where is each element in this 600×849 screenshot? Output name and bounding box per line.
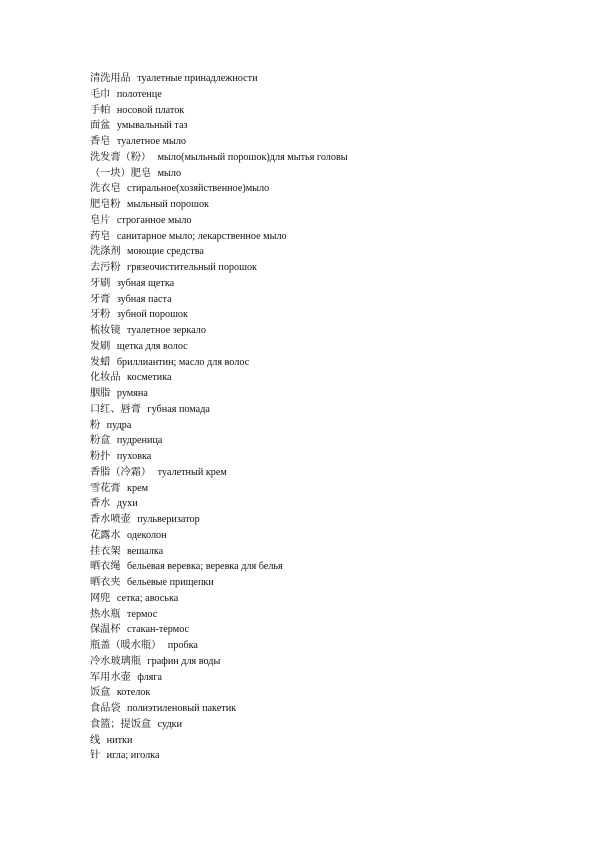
russian-translation: строганное мыло — [116, 214, 192, 226]
chinese-term: 军用水壶 — [90, 671, 131, 683]
vocabulary-entry — [90, 197, 580, 213]
vocabulary-entry — [90, 229, 580, 245]
vocabulary-entry — [90, 292, 580, 308]
vocabulary-entry — [90, 607, 580, 623]
chinese-term: 晒衣绳 — [90, 561, 121, 573]
chinese-term: 晒衣夹 — [90, 577, 121, 588]
vocabulary-entry — [90, 512, 580, 528]
russian-translation: крем — [127, 482, 149, 494]
chinese-term: 粉盒 — [90, 435, 111, 447]
chinese-term: 挂衣架 — [90, 545, 121, 557]
vocabulary-entry — [90, 260, 580, 276]
russian-translation: судки — [157, 718, 183, 730]
russian-translation: пульверизатор — [137, 514, 200, 525]
russian-translation: зубная паста — [116, 293, 172, 305]
chinese-term: 网兜 — [90, 592, 111, 604]
vocabulary-entry — [90, 465, 580, 481]
vocabulary-entry — [90, 181, 580, 197]
chinese-term: 热水瓶 — [90, 608, 121, 620]
russian-translation: бриллиантин; масло для волос — [116, 356, 250, 368]
russian-translation: бельевая веревка; веревка для белья — [127, 561, 283, 573]
vocabulary-list — [90, 71, 580, 764]
russian-translation: зубная щетка — [116, 277, 175, 289]
chinese-term: 药皂 — [90, 230, 111, 242]
russian-translation: вешалка — [127, 545, 164, 557]
vocabulary-entry — [90, 591, 580, 607]
chinese-term: 胭脂 — [90, 388, 111, 399]
russian-translation: носовой платок — [116, 104, 185, 116]
russian-translation: моющие средства — [127, 246, 204, 258]
vocabulary-entry — [90, 670, 580, 686]
chinese-term: 发蜡 — [90, 356, 111, 368]
chinese-term: 雪花膏 — [90, 482, 121, 494]
russian-translation: туалетное мыло — [116, 136, 187, 147]
chinese-term: 清洗用品 — [90, 73, 131, 84]
vocabulary-entry — [90, 386, 580, 402]
chinese-term: 牙刷 — [90, 277, 111, 289]
vocabulary-entry — [90, 733, 580, 749]
chinese-term: 毛巾 — [90, 88, 111, 100]
vocabulary-entry — [90, 307, 580, 323]
chinese-term: 香脂（冷霜） — [90, 466, 152, 478]
vocabulary-entry — [90, 134, 580, 150]
russian-translation: губная помада — [147, 403, 210, 415]
vocabulary-entry — [90, 496, 580, 512]
russian-translation: умывальный таз — [116, 120, 188, 132]
chinese-term: 面盆 — [90, 120, 111, 132]
russian-translation: туалетный крем — [157, 466, 227, 478]
vocabulary-entry — [90, 717, 580, 733]
chinese-term: 香皂 — [90, 136, 111, 147]
russian-translation: котелок — [116, 687, 151, 699]
chinese-term: 粉 — [90, 419, 101, 431]
chinese-term: 花露水 — [90, 529, 121, 541]
chinese-term: 针 — [90, 750, 101, 762]
vocabulary-entry — [90, 370, 580, 386]
russian-translation: пробка — [167, 640, 198, 651]
chinese-term: 食品袋 — [90, 703, 121, 714]
vocabulary-entry — [90, 71, 580, 87]
vocabulary-entry — [90, 276, 580, 292]
chinese-term: 发刷 — [90, 340, 111, 352]
vocabulary-entry — [90, 449, 580, 465]
russian-translation: туалетные принадлежности — [137, 73, 258, 84]
vocabulary-entry — [90, 544, 580, 560]
chinese-term: 粉扑 — [90, 451, 111, 462]
chinese-term: 肥皂粉 — [90, 199, 121, 210]
chinese-term: 洗衣皂 — [90, 183, 121, 195]
chinese-term: 手帕 — [90, 104, 111, 116]
russian-translation: зубной порошок — [116, 309, 188, 321]
vocabulary-entry — [90, 575, 580, 591]
vocabulary-entry — [90, 118, 580, 134]
vocabulary-entry — [90, 654, 580, 670]
vocabulary-entry — [90, 244, 580, 260]
chinese-term: 保温杯 — [90, 624, 121, 636]
vocabulary-entry — [90, 528, 580, 544]
vocabulary-entry — [90, 559, 580, 575]
russian-translation: щетка для волос — [116, 340, 188, 352]
russian-translation: пудра — [106, 419, 132, 431]
chinese-term: 洗发膏（粉） — [90, 151, 152, 163]
russian-translation: термос — [127, 608, 158, 620]
russian-translation: полиэтиленовый пакетик — [127, 703, 237, 714]
vocabulary-entry — [90, 638, 580, 654]
russian-translation: стакан-термос — [127, 624, 190, 636]
vocabulary-entry — [90, 355, 580, 371]
russian-translation: полотенце — [116, 88, 162, 100]
russian-translation: мыльный порошок — [127, 199, 209, 210]
russian-translation: графин для воды — [147, 655, 221, 667]
russian-translation: пуховка — [116, 451, 152, 462]
russian-translation: мыло — [157, 167, 182, 179]
chinese-term: 皂片 — [90, 214, 111, 226]
russian-translation: бельевые прищепки — [127, 577, 214, 588]
chinese-term: 食篮；提饭盒 — [90, 718, 152, 730]
russian-translation: стиральное(хозяйственное)мыло — [127, 183, 270, 195]
russian-translation: грязеочистительный порошок — [127, 262, 258, 273]
russian-translation: косметика — [127, 372, 172, 384]
chinese-term: 冷水玻璃瓶 — [90, 655, 141, 667]
russian-translation: пудреница — [116, 435, 163, 447]
chinese-term: 香水喷壶 — [90, 514, 131, 525]
vocabulary-entry — [90, 103, 580, 119]
vocabulary-entry — [90, 402, 580, 418]
vocabulary-entry — [90, 622, 580, 638]
chinese-term: 洗涤剂 — [90, 246, 121, 258]
chinese-term: 化妆品 — [90, 372, 121, 384]
vocabulary-entry — [90, 701, 580, 717]
russian-translation: духи — [116, 498, 138, 510]
vocabulary-entry — [90, 748, 580, 764]
russian-translation: туалетное зеркало — [127, 325, 206, 336]
russian-translation: фляга — [137, 671, 163, 683]
russian-translation: мыло(мыльный порошок)для мытья головы — [157, 151, 348, 163]
chinese-term: 瓶盖（暖水瓶） — [90, 640, 162, 651]
russian-translation: сетка; авоська — [116, 592, 179, 604]
vocabulary-entry — [90, 433, 580, 449]
chinese-term: 口红、唇膏 — [90, 403, 141, 415]
chinese-term: 线 — [90, 734, 101, 746]
vocabulary-entry — [90, 166, 580, 182]
chinese-term: 牙膏 — [90, 293, 111, 305]
russian-translation: одеколон — [127, 529, 167, 541]
chinese-term: 梳妆镜 — [90, 325, 121, 336]
vocabulary-entry — [90, 87, 580, 103]
vocabulary-entry — [90, 150, 580, 166]
chinese-term: 香水 — [90, 498, 111, 510]
russian-translation: игла; иголка — [106, 750, 160, 762]
vocabulary-entry — [90, 339, 580, 355]
chinese-term: 牙粉 — [90, 309, 111, 321]
chinese-term: 去污粉 — [90, 262, 121, 273]
chinese-term: （一块）肥皂 — [90, 167, 152, 179]
vocabulary-entry — [90, 685, 580, 701]
vocabulary-entry — [90, 418, 580, 434]
russian-translation: нитки — [106, 734, 133, 746]
russian-translation: румяна — [116, 388, 148, 399]
vocabulary-entry — [90, 481, 580, 497]
vocabulary-entry — [90, 323, 580, 339]
russian-translation: санитарное мыло; лекарственное мыло — [116, 230, 287, 242]
chinese-term: 饭盒 — [90, 687, 111, 699]
vocabulary-entry — [90, 213, 580, 229]
